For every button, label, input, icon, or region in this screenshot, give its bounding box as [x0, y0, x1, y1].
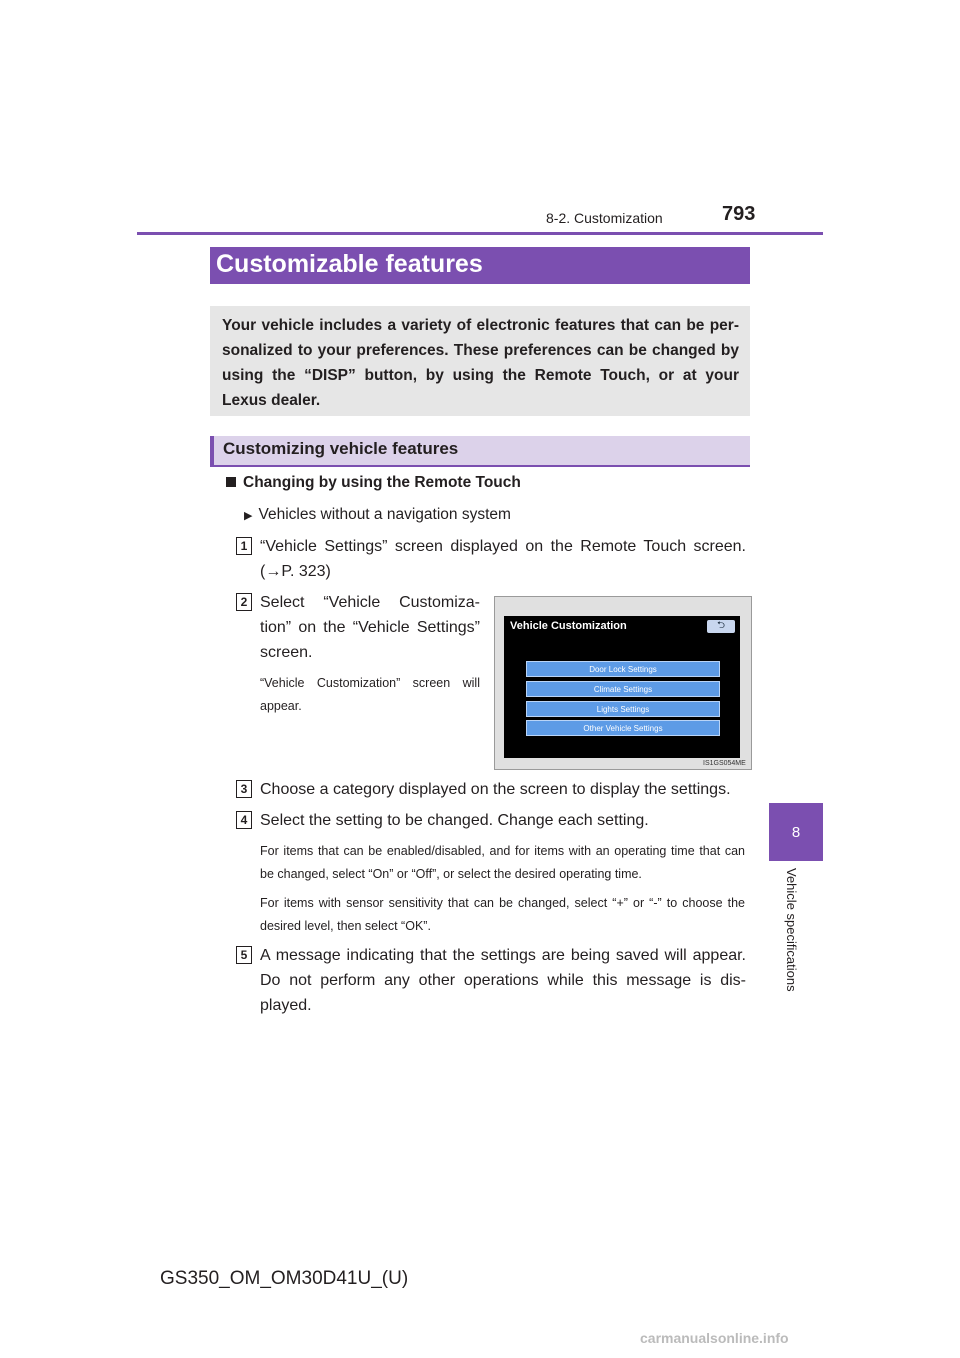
condition [244, 506, 511, 524]
method-label: Changing by using the Remote Touch [243, 474, 521, 491]
step-number: 1 [236, 537, 252, 555]
page-number: 793 [722, 203, 756, 225]
watermark: carmanualsonline.info [640, 1330, 789, 1346]
back-arrow-icon: ⮌ [707, 620, 735, 633]
subheading-bar [210, 436, 750, 467]
step-text: Select the setting to be changed. Change each setting. [260, 812, 649, 829]
image-code: IS1GS054ME [703, 760, 746, 767]
step-number: 3 [236, 780, 252, 798]
intro-text: Your vehicle includes a variety of electronic features that can be per-sonalized to your preferences. These preferences can be changed by using the “DISP” button, by using the Remote Touch, or at your Lexus dealer. [222, 317, 739, 409]
subheading: Customizing vehicle features [223, 439, 459, 458]
vehicle-customization-screenshot [494, 596, 752, 770]
condition-label: Vehicles without a navigation system [258, 506, 511, 523]
screen-title: Vehicle Customization [510, 620, 627, 632]
step-text: “Vehicle Settings” screen displayed on the Remote Touch screen. (→P. 323) [260, 538, 746, 580]
section-header: 8-2. Customization [546, 210, 663, 226]
display-screen [504, 616, 740, 758]
other-vehicle-settings-button: Other Vehicle Settings [526, 720, 720, 736]
step-number: 5 [236, 946, 252, 964]
step-note: For items that can be enabled/disabled, and for items with an operating time that can be changed, select “On” or “Off”, or select the desired operating time. [260, 844, 745, 881]
page-title: Customizable features [216, 250, 483, 278]
intro-box [210, 306, 750, 416]
step-text: A message indicating that the settings are being saved will appear. Do not perform any other operations while this message is dis-played. [260, 947, 746, 1014]
step-number: 4 [236, 811, 252, 829]
title-bar [210, 247, 750, 284]
header-rule [137, 232, 823, 235]
step-number: 2 [236, 593, 252, 611]
method-heading [226, 474, 521, 492]
step-note: “Vehicle Customization” screen will appear. [260, 676, 480, 713]
chapter-label: Vehicle specifications [784, 868, 799, 992]
step-text: Choose a category displayed on the screen to display the settings. [260, 781, 731, 798]
triangle-bullet-icon: ▶ [244, 510, 253, 522]
step-text: Select “Vehicle Customiza-tion” on the “Vehicle Settings” screen. [260, 594, 480, 661]
step-note: For items with sensor sensitivity that can be changed, select “+” or “-” to choose the desired level, then select “OK”. [260, 896, 745, 933]
chapter-tab: 8 [769, 803, 823, 861]
lights-settings-button: Lights Settings [526, 701, 720, 717]
climate-settings-button: Climate Settings [526, 681, 720, 697]
subheading-accent [210, 436, 214, 467]
footer-code: GS350_OM_OM30D41U_(U) [160, 1268, 409, 1289]
door-lock-settings-button: Door Lock Settings [526, 661, 720, 677]
square-bullet-icon [226, 477, 236, 487]
